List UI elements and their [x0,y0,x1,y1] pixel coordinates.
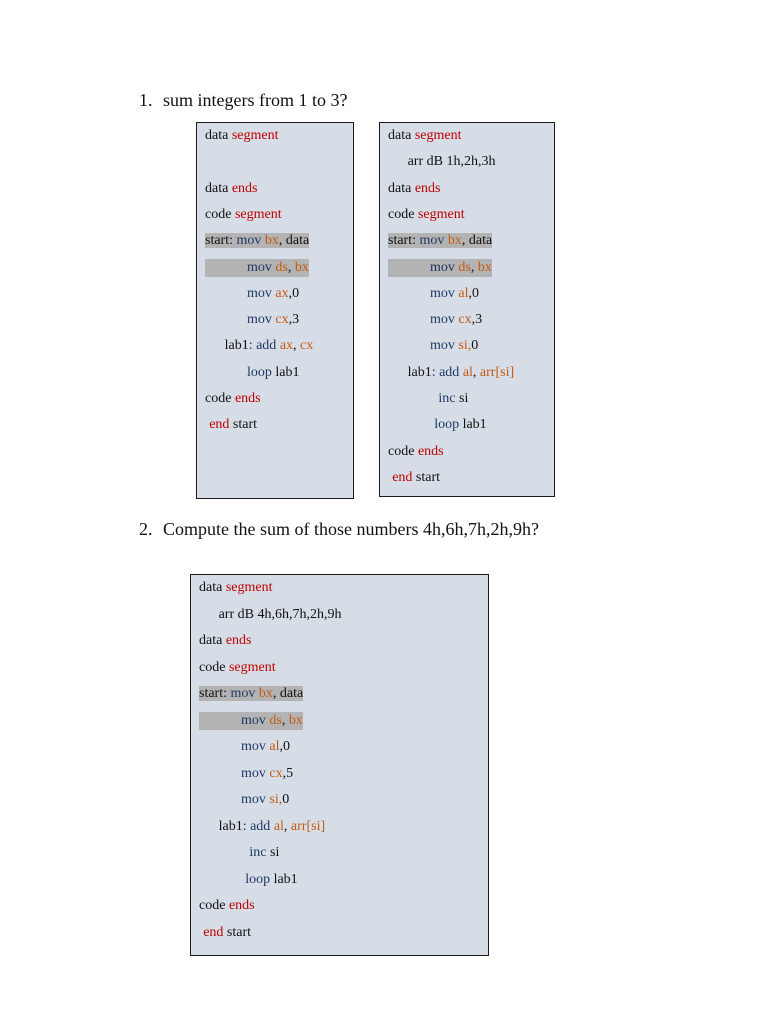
code-token: inc [249,845,270,860]
code-token: code [199,659,229,675]
code-token: data [205,180,232,196]
code-token: mov [430,285,459,301]
code-token: start [415,469,441,485]
code-line [205,127,278,145]
code-line [388,153,495,171]
code-token: start: [388,233,420,249]
code-line [388,416,487,434]
code-line [388,259,492,277]
code-token: mov [430,312,459,328]
code-token: ds [458,259,471,275]
code-line [205,337,313,355]
code-block-sum-array-1h-2h-3h [379,122,555,497]
code-token: data [199,580,226,595]
code-token: loop [434,417,463,433]
code-line [388,390,468,408]
code-token: mov [241,712,270,728]
code-token: mov [430,259,459,275]
code-token: code [388,443,418,459]
code-token: : add [242,818,274,834]
code-token: arr[si] [290,818,326,834]
code-line [199,818,325,836]
code-token: code [199,898,229,913]
code-token: al [273,818,284,834]
code-token: ,3 [288,312,300,328]
code-token: ends [231,180,258,196]
code-line [205,364,300,382]
code-token: si [459,391,469,406]
code-token: al [269,739,280,754]
code-token: ends [228,898,255,913]
code-token: bx [258,686,273,701]
code-token: , [281,712,289,728]
question-1 [139,89,347,111]
code-token: ,5 [282,765,294,781]
code-token: ,0 [279,739,290,754]
code-block-sum-1-to-3 [196,122,354,499]
code-token: si, [269,792,283,807]
code-token: , data [461,233,493,249]
code-token: cx [458,312,472,328]
code-token: al [462,364,473,380]
code-token: lab1 [224,338,249,354]
code-token: cx [269,765,283,781]
code-token: end [392,469,416,485]
code-token: ,0 [288,285,300,301]
code-token: bx [477,259,492,275]
code-token: bx [288,712,303,728]
code-token: mov [241,792,270,807]
code-token: data [388,180,415,196]
code-token: , [283,818,291,834]
code-token: ends [417,443,444,459]
code-token: : add [431,364,463,380]
code-token: inc [438,391,459,406]
code-token: al [458,285,469,301]
code-token: mov [241,765,270,781]
code-token: , [293,338,301,354]
code-line [199,871,298,889]
code-token: arr dB 1h,2h,3h [407,154,496,170]
code-token: bx [294,259,309,275]
code-token: si [270,845,280,860]
code-token: , [472,364,480,380]
code-token: mov [230,686,259,701]
code-token: cx [275,312,289,328]
code-token: code [205,391,235,406]
code-line [388,443,444,461]
code-token: ds [269,712,282,728]
code-line [205,285,299,303]
code-token: segment [417,206,465,222]
code-token: segment [225,580,273,595]
code-token: code [205,206,235,222]
code-token: mov [419,233,448,249]
code-token: 0 [282,792,290,807]
code-line [199,844,279,862]
code-line [199,659,276,677]
code-token: segment [234,206,282,222]
code-token: ,0 [468,285,479,301]
code-line [205,416,257,434]
code-token: , [287,259,295,275]
code-line [199,712,303,730]
code-token: si, [458,338,472,354]
code-token: bx [447,233,462,249]
code-token: arr dB 4h,6h,7h,2h,9h [218,606,342,622]
code-token: start: [199,686,231,701]
question-number: 1. [139,90,153,110]
code-block-sum-array-5-values [190,574,489,956]
code-token: lab1 [275,364,300,380]
code-token: end [203,924,227,940]
code-token: data [388,128,415,143]
code-token: ends [234,391,261,406]
code-token: , data [272,686,304,701]
code-line [199,924,251,942]
code-line [199,897,255,915]
code-line [205,206,282,224]
code-line [388,232,492,250]
code-line [199,791,289,809]
code-line [388,311,482,329]
code-token: segment [414,128,462,143]
code-token: mov [247,312,276,328]
code-line [205,390,261,408]
code-line [388,127,461,145]
code-token: ends [414,180,441,196]
code-token: data [205,128,232,143]
code-line [205,180,258,198]
code-line [205,311,299,329]
code-token: mov [247,259,276,275]
code-token: code [388,206,418,222]
code-token: , data [278,233,310,249]
code-token: bx [264,233,279,249]
code-line [388,180,441,198]
code-token: start [232,417,258,433]
code-token: mov [236,233,265,249]
code-token: ax [279,338,294,354]
code-token: start [226,924,252,940]
code-token: data [199,633,226,648]
code-token: , [470,259,478,275]
code-token: loop [245,871,274,887]
code-token: ends [225,633,252,648]
code-token: segment [228,659,276,675]
code-token: loop [247,364,276,380]
code-token: lab1 [462,417,487,433]
code-line [199,579,272,597]
code-line [205,232,309,250]
question-number: 2. [139,519,153,539]
code-line [388,469,440,487]
code-token: mov [247,285,276,301]
code-token: segment [231,128,279,143]
code-line [205,259,309,277]
code-token: start: [205,233,237,249]
code-token: : add [248,338,280,354]
code-line [199,606,341,624]
code-token: lab1 [218,818,243,834]
code-line [199,765,293,783]
code-token: ds [275,259,288,275]
code-token: end [209,417,233,433]
question-text: sum integers from 1 to 3? [163,90,348,110]
question-2 [139,518,539,540]
code-line [199,632,252,650]
code-token: ax [275,285,289,301]
code-line [388,364,514,382]
code-token: ,3 [471,312,483,328]
code-token: 0 [471,338,479,354]
code-token: arr[si] [479,364,515,380]
question-text: Compute the sum of those numbers 4h,6h,7h,2h,9h? [163,519,539,539]
code-token: lab1 [273,871,298,887]
code-line [388,285,479,303]
code-line [199,685,303,703]
code-token: mov [430,338,459,354]
code-line [388,337,478,355]
code-token: lab1 [407,364,432,380]
code-line [199,738,290,756]
code-token: mov [241,739,270,754]
code-line [388,206,465,224]
code-token: cx [300,338,314,354]
